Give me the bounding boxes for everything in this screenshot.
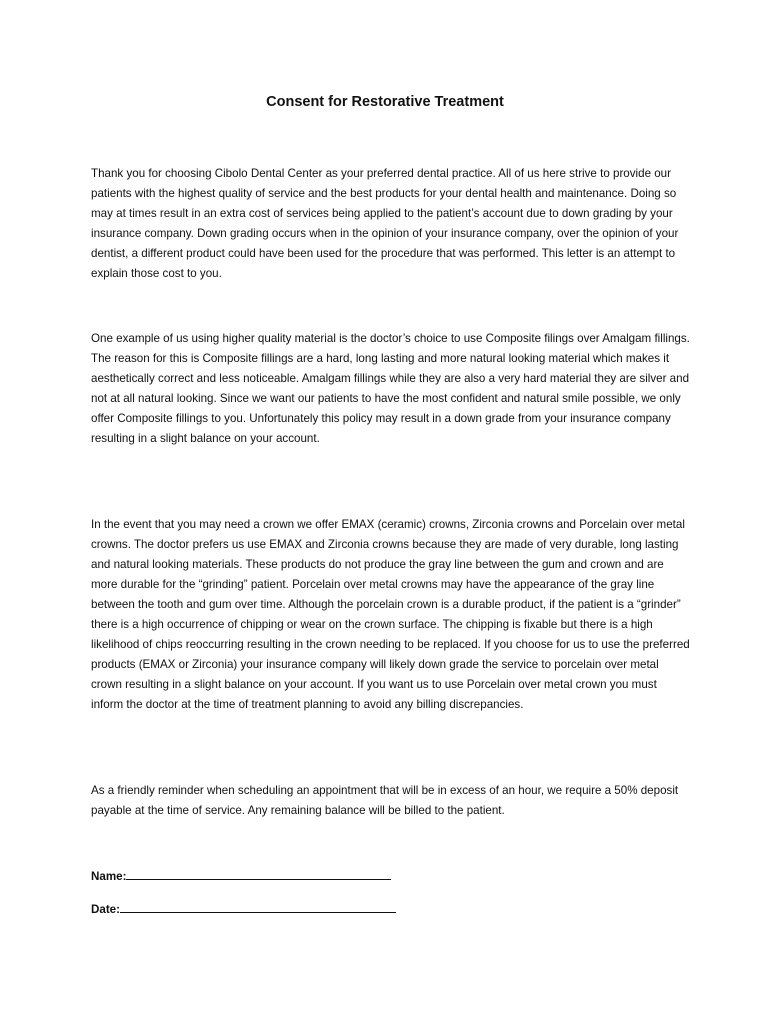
date-signature-line <box>120 901 396 913</box>
paragraph-composite-fillings: One example of us using higher quality material is the doctor’s choice to use Composite filings over Amalgam fillings. The reason for this is Composite fillings are a hard, long lasting and more natural looking material which makes it aesthetically correct and less noticeable. Amalgam fillings while they are also a very hard material they are silver and not at all natural looking. Since we want our patients to have the most confident and natural smile possible, we only offer Composite fillings to you. Unfortunately this policy may result in a down grade from your insurance company resulting in a slight balance on your account. <box>91 332 690 445</box>
paragraph-crowns: In the event that you may need a crown we offer EMAX (ceramic) crowns, Zirconia crowns and Porcelain over metal crowns. The doctor prefers us use EMAX and Zirconia crowns because they are made of very durable, long lasting and natural looking materials. These products do not produce the gray line between the gum and crown and are more durable for the “grinding” patient. Porcelain over metal crowns may have the appearance of the gray line between the tooth and gum over time. Although the porcelain crown is a durable product, if the patient is a “grinder” there is a high occurrence of chipping or wear on the crown surface. The chipping is fixable but there is a high likelihood of chips reoccurring resulting in the crown needing to be replaced. If you choose for us to use the preferred products (EMAX or Zirconia) your insurance company will likely down grade the service to porcelain over metal crown resulting in a slight balance on your account. If you want us to use Porcelain over metal crown you must inform the doctor at the time of treatment planning to avoid any billing discrepancies. <box>91 518 690 711</box>
name-label: Name: <box>91 870 127 883</box>
date-label: Date: <box>91 903 120 916</box>
paragraph-deposit-reminder: As a friendly reminder when scheduling an appointment that will be in excess of an hour, we require a 50% deposit payable at the time of service. Any remaining balance will be billed to the patient. <box>91 784 679 817</box>
name-signature-line <box>126 868 391 880</box>
date-field <box>91 901 396 916</box>
name-field <box>91 868 391 883</box>
paragraph-intro: Thank you for choosing Cibolo Dental Center as your preferred dental practice. All of us here strive to provide our patients with the highest quality of service and the best products for your dental health and maintenance. Doing so may at times result in an extra cost of services being applied to the patient’s account due to down grading by your insurance company. Down grading occurs when in the opinion of your insurance company, over the opinion of your dentist, a different product could have been used for the procedure that was performed. This letter is an attempt to explain those cost to you. <box>91 167 679 280</box>
document-title: Consent for Restorative Treatment <box>266 94 504 110</box>
